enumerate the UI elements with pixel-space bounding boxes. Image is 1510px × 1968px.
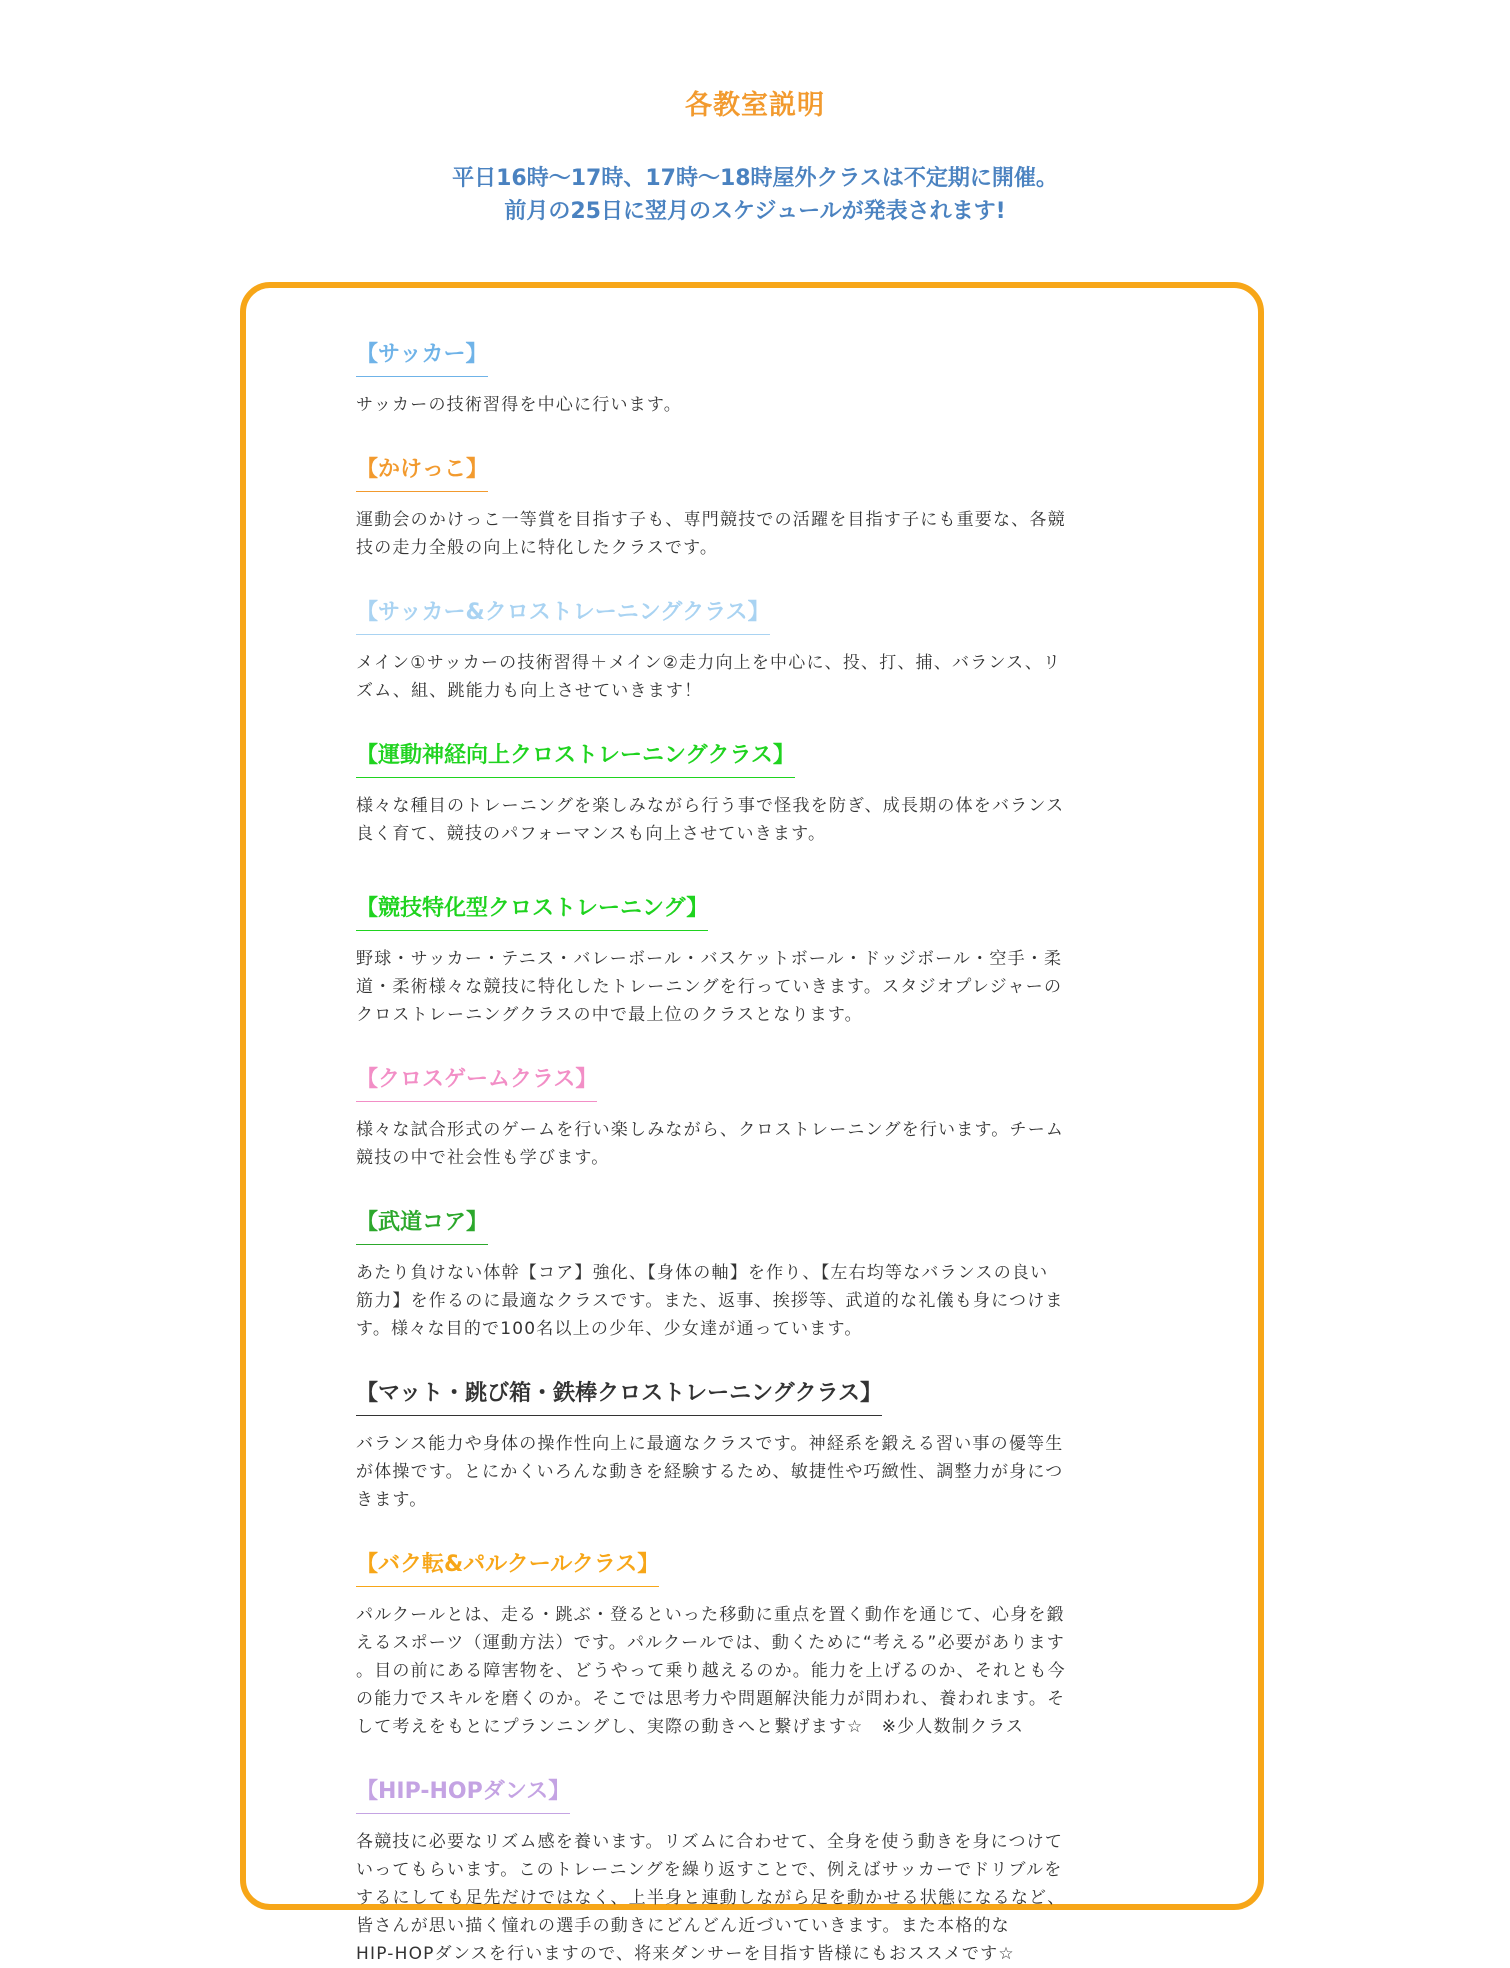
class-title: 【運動神経向上クロストレーニングクラス】 [356, 741, 795, 778]
class-item-mat-vault-bar [356, 1379, 1136, 1514]
class-description: 運動会のかけっこ一等賞を目指す子も、専門競技での活躍を目指す子にも重要な、各競 技の走力全般の向上に特化したクラスです。 [356, 510, 1066, 558]
class-description: 様々な種目のトレーニングを楽しみながら行う事で怪我を防ぎ、成長期の体をバランス 良く育て、競技のパフォーマンスも向上させていきます。 [356, 796, 1065, 844]
class-item-kakekko [356, 455, 1136, 562]
class-panel [240, 282, 1264, 1964]
class-description: パルクールとは、走る・跳ぶ・登るといった移動に重点を置く動作を通じて、心身を鍛 えるスポーツ（運動方法）です。パルクールでは、動くために“考える”必要があります 。目の前にある障害物を、どうやって乗り越えるのか。能力を上げるのか、それとも今 の能力でスキルを磨くのか。そこでは思考力や問題解決能力が問われ、養われます。そ して考えをもとにプランニングし、実際の動きへと繋げます☆ ※少人数制クラス [356, 1605, 1066, 1737]
class-title: 【マット・跳び箱・鉄棒クロストレーニングクラス】 [356, 1379, 882, 1416]
class-description: あたり負けない体幹【コア】強化、【身体の軸】を作り、【左右均等なバランスの良い 筋力】を作るのに最適なクラスです。また、返事、挨拶等、武道的な礼儀も身につけま す。様々な目的で100名以上の少年、少女達が通っています。 [356, 1263, 1064, 1339]
class-item-motor-nerve-cross-training [356, 741, 1136, 848]
class-item-cross-game [356, 1065, 1136, 1172]
class-list [356, 340, 1136, 1968]
class-description: サッカーの技術習得を中心に行います。 [356, 395, 682, 415]
class-title: 【バク転&パルクールクラス】 [356, 1550, 659, 1587]
class-title: 【競技特化型クロストレーニング】 [356, 894, 708, 931]
notice-line: 前月の25日に翌月のスケジュールが発表されます! [504, 199, 1006, 224]
class-description: メイン①サッカーの技術習得＋メイン②走力向上を中心に、投、打、捕、バランス、リ ズム、組、跳能力も向上させていきます！ [356, 653, 1062, 701]
class-item-soccer-cross-training [356, 598, 1136, 705]
class-item-sport-specific-cross-training [356, 894, 1136, 1029]
class-title: 【クロスゲームクラス】 [356, 1065, 597, 1102]
class-description: 各競技に必要なリズム感を養います。リズムに合わせて、全身を使う動きを身につけて いってもらいます。このトレーニングを繰り返すことで、例えばサッカーでドリブルを するにしても足先だけではなく、上半身と連動しながら足を動かせる状態になるなど、 皆さんが思い描く憧れの選手の動きにどんどん近づいていきます。また本格的な HIP-HOPダンスを行いますので、将来ダンサーを目指す皆様にもおススメです☆ [356, 1832, 1066, 1964]
class-item-budo-core [356, 1208, 1136, 1343]
notice-line: 平日16時〜17時、17時〜18時屋外クラスは不定期に開催。 [452, 166, 1058, 191]
class-title: 【HIP-HOPダンス】 [356, 1777, 570, 1814]
class-title: 【サッカー&クロストレーニングクラス】 [356, 598, 770, 635]
class-title: 【武道コア】 [356, 1208, 488, 1245]
page-title: 各教室説明 [685, 90, 825, 121]
class-title: 【サッカー】 [356, 340, 488, 377]
class-item-soccer [356, 340, 1136, 419]
class-item-hip-hop-dance [356, 1777, 1136, 1968]
class-description: 様々な試合形式のゲームを行い楽しみながら、クロストレーニングを行います。チーム 競技の中で社会性も学びます。 [356, 1120, 1065, 1168]
schedule-notice [0, 162, 1510, 228]
class-item-backflip-parkour [356, 1550, 1136, 1741]
class-title: 【かけっこ】 [356, 455, 488, 492]
class-description: 野球・サッカー・テニス・バレーボール・バスケットボール・ドッジボール・空手・柔 道・柔術様々な競技に特化したトレーニングを行っていきます。スタジオプレジャーの クロストレーニングクラスの中で最上位のクラスとなります。 [356, 949, 1063, 1025]
class-description: バランス能力や身体の操作性向上に最適なクラスです。神経系を鍛える習い事の優等生 が体操です。とにかくいろんな動きを経験するため、敏捷性や巧緻性、調整力が身につ きます。 [356, 1434, 1064, 1510]
